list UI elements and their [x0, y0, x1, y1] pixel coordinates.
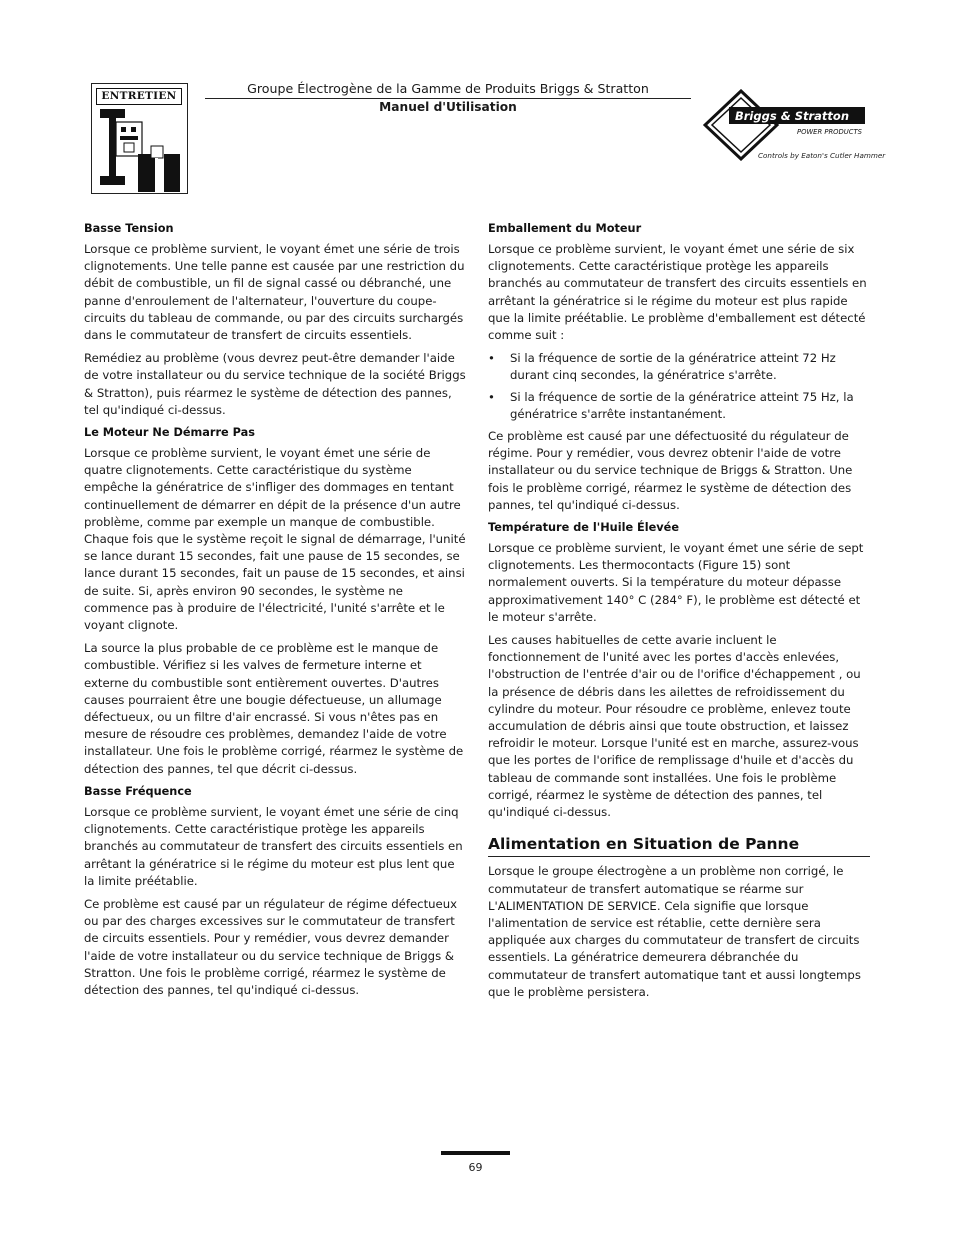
- section-basse-tension: [84, 221, 466, 419]
- section-moteur-ne-demarre-pas: [84, 425, 466, 778]
- paragraph: Lorsque ce problème survient, le voyant émet une série de cinq clignotements. Cette caractéristique protège les appareils branchés au commutateur de transfert des circuits essentiels en arrêtant la génératrice si le régime du moteur est plus lent que la limite préétablie.: [84, 804, 463, 888]
- paragraph: Lorsque ce problème survient, le voyant émet une série de trois clignotements. Une telle panne est causée par une restriction du débit de combustible, un fil de signal cassé ou débranché, une panne d'enroulement de l'alternateur, l'ouverture du coupe-circuits du tableau de commande, ou par des circuits surchargés dans le commutateur de transfert de circuits essentiels.: [84, 242, 465, 343]
- paragraph: Lorsque ce problème survient, le voyant émet une série de sept clignotements. Les thermocontacts (Figure 15) sont normalement ouverts. Si la température du moteur dépasse approximativement 140° C (284° F), le problème est détecté et le moteur s'arrête.: [488, 541, 864, 624]
- logo-name: Briggs & Stratton: [735, 109, 850, 123]
- page-number: 69: [468, 1161, 483, 1174]
- major-section-heading: Alimentation en Situation de Panne: [488, 834, 870, 857]
- section-heading: Basse Fréquence: [84, 784, 192, 798]
- right-column: [488, 221, 870, 1007]
- list-item: [488, 389, 870, 423]
- document-title: Groupe Électrogène de la Gamme de Produits Briggs & Stratton: [247, 81, 649, 96]
- section-temperature-huile: [488, 520, 870, 821]
- paragraph: Lorsque le groupe électrogène a un problème non corrigé, le commutateur de transfert automatique se réarme sur L'ALIMENTATION DE SERVICE. Cela signifie que lorsque l'alimentation de service est rétablie, cette dernière sera appliquée aux charges du commutateur de transfert de circuits essentiels. La génératrice demeurera débranchée du commutateur de transfert automatique tant et aussi longtemps que le problème persistera.: [488, 864, 861, 999]
- paragraph: Les causes habituelles de cette avarie incluent le fonctionnement de l'unité avec les portes d'accès enlevées, l'obstruction de l'entrée d'air ou de l'orifice d'échappement , ou la présence de débris dans les ailettes de refroidissement du cylindre du moteur. Pour résoudre ce problème, enlevez toute accumulation de débris ainsi que toute obstruction, et laissez refroidir le moteur. Lorsque l'unité est en marche, assurez-vous que les portes de l'orifice de remplissage d'huile et d'accès du tableau de commande sont installées. Une fois le problème corrigé, réarmez le système de détection des pannes, tel qu'indiqué ci-dessus.: [488, 633, 861, 820]
- bullet-list: [488, 350, 870, 423]
- bullet-icon: •: [488, 389, 495, 404]
- list-item: [488, 350, 870, 384]
- paragraph: Ce problème est causé par un régulateur de régime défectueux ou par des charges excessives sur le commutateur de transfert de circuits essentiels. Pour y remédier, vous devrez demander l'aide de votre installateur ou du service technique de Briggs & Stratton. Une fois le problème corrigé, réarmez le système de détection des pannes, tel qu'indiqué ci-dessus.: [84, 896, 458, 997]
- section-badge-title: ENTRETIEN: [96, 88, 182, 105]
- list-item-text: Si la fréquence de sortie de la génératrice atteint 75 Hz, la génératrice s'arrête instantanément.: [510, 389, 854, 421]
- section-heading: Basse Tension: [84, 222, 174, 235]
- paragraph: Ce problème est causé par une défectuosité du régulateur de régime. Pour y remédier, vous devrez obtenir l'aide de votre installateur ou du service technique de Briggs & Stratton. Une fois le problème corrigé, réarmez le système de détection des pannes, tel qu'indiqué ci-dessus.: [488, 429, 853, 512]
- header-divider: [205, 98, 691, 99]
- section-basse-frequence: [84, 784, 466, 999]
- logo-caption: Controls by Eaton's Cutler Hammer: [758, 151, 886, 160]
- paragraph: Lorsque ce problème survient, le voyant émet une série de quatre clignotements. Cette caractéristique du système empêche la génératrice de s'infliger des dommages en tentant continuellement de démarrer en dépit de la présence d'un autre problème, comme par exemple un manque de combustible. Chaque fois que le système reçoit le signal de démarrage, l'unité se lance durant 15 secondes, fait une pause de 15 secondes, se lance durant 15 secondes, fait un pause de 15 secondes, et ainsi de suite. Si, après environ 90 secondes, le système ne commence pas à produire de l'électricité, l'unité s'arrête et le voyant clignote.: [84, 446, 466, 633]
- section-alimentation-panne: [488, 834, 870, 1001]
- bullet-icon: •: [488, 351, 495, 366]
- maintenance-illustration-icon: [92, 106, 187, 194]
- section-heading: Emballement du Moteur: [488, 222, 642, 235]
- section-badge: [91, 83, 188, 194]
- logo-diamond-outer: [705, 91, 777, 159]
- left-column: [84, 221, 466, 1005]
- document-subtitle: Manuel d'Utilisation: [379, 100, 517, 114]
- logo-tagline: POWER PRODUCTS: [797, 128, 862, 136]
- section-heading: Le Moteur Ne Démarre Pas: [84, 426, 255, 440]
- list-item-text: Si la fréquence de sortie de la génératrice atteint 72 Hz durant cinq secondes, la génératrice s'arrête.: [510, 351, 836, 383]
- section-emballement-moteur: [488, 221, 870, 514]
- paragraph: La source la plus probable de ce problème est le manque de combustible. Vérifiez si les valves de fermeture interne et externe du combustible sont entièrement ouvertes. D'autres causes pourraient être une bougie défectueuse, un allumage défectueux, ou un filtre d'air encrassé. Si vous n'êtes pas en mesure de résoudre ces problèmes, demandez l'aide de votre installateur. Une fois le problème corrigé, réarmez le système de détection des pannes, tel que décrit ci-dessus.: [84, 641, 464, 776]
- section-heading: Température de l'Huile Élevée: [488, 521, 679, 535]
- paragraph: Lorsque ce problème survient, le voyant émet une série de six clignotements. Cette caractéristique protège les appareils branchés au commutateur de transfert des circuits essentiels en arrêtant la génératrice si le régime du moteur est plus rapide que la limite préétablie. Le problème d'emballement est détecté comme suit :: [488, 242, 867, 343]
- page-number-bar: [441, 1151, 510, 1155]
- paragraph: Remédiez au problème (vous devrez peut-être demander l'aide de votre installateur ou du service technique de la société Briggs & Stratton), puis réarmez le système de détection des pannes, tel qu'indiqué ci-dessus.: [84, 351, 466, 417]
